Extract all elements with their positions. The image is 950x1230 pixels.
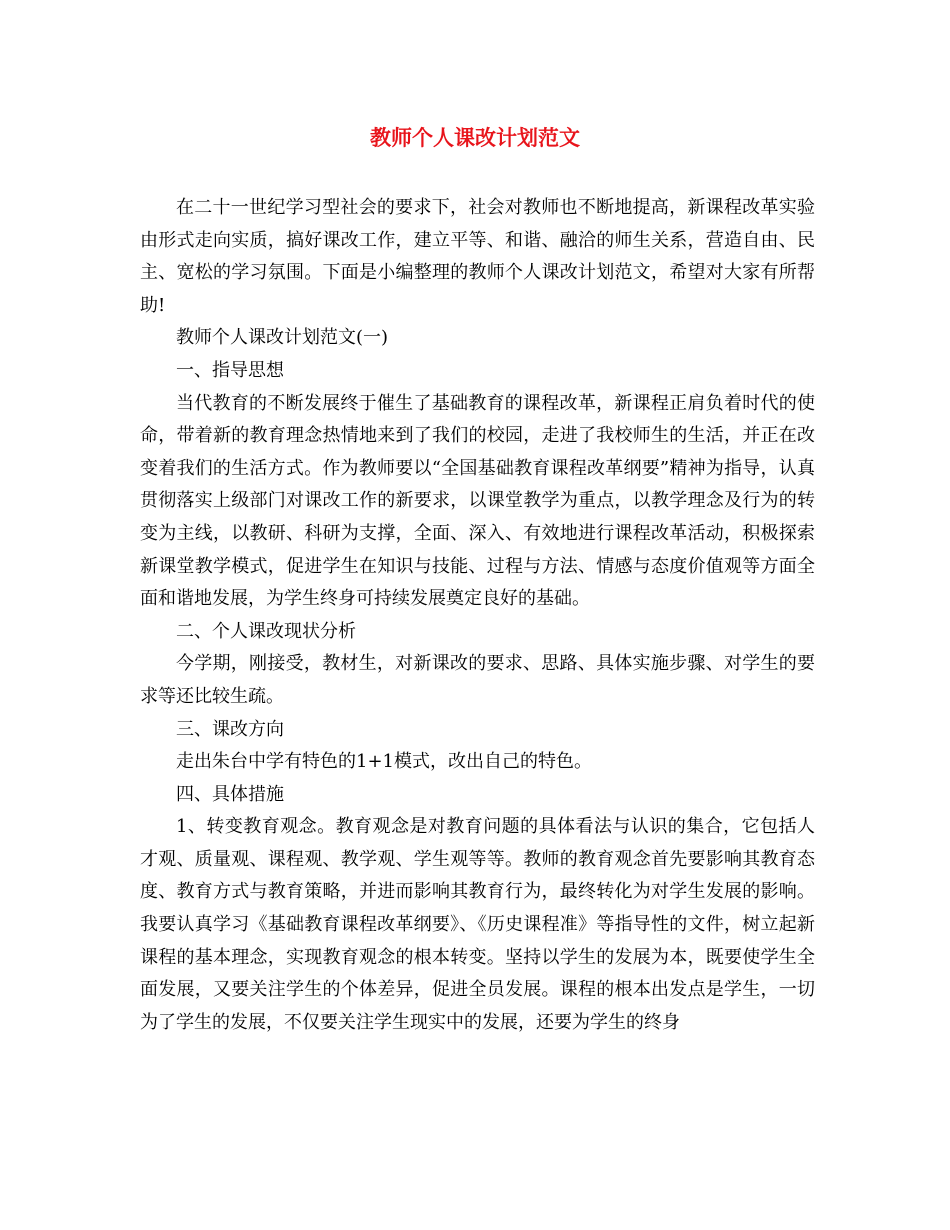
paragraph-status-analysis: 今学期，刚接受，教材生，对新课改的要求、思路、具体实施步骤、对学生的要求等还比较生疏。 [140, 653, 815, 707]
heading-guiding-ideology: 一、指导思想 [176, 359, 284, 381]
paragraph-measure-one: 1、转变教育观念。教育观念是对教育问题的具体看法与认识的集合，它包括人才观、质量观、课程观、教学观、学生观等等。教师的教育观念首先要影响其教育态度、教育方式与教育策略，并进而影响其教育行为，最终转化为对学生发展的影响。我要认真学习《基础教育课程改革纲要》、《历史课程准》等指导性的文件，树立起新课程的基本理念，实现教育观念的根本转变。坚持以学生的发展为本，既要使学生全面发展，又要关注学生的个体差异，促进全员发展。课程的根本出发点是学生，一切为了学生的发展，不仅要关注学生现实中的发展，还要为学生的终身 [140, 816, 815, 1033]
intro-paragraph: 在二十一世纪学习型社会的要求下，社会对教师也不断地提高，新课程改革实验由形式走向实质，搞好课改工作，建立平等、和谐、融洽的师生关系，营造自由、民主、宽松的学习氛围。下面是小编整理的教师个人课改计划范文，希望对大家有所帮助! [140, 197, 815, 316]
heading-specific-measures: 四、具体措施 [176, 783, 284, 805]
section-heading-sample-one: 教师个人课改计划范文(一) [176, 327, 389, 349]
heading-reform-direction: 三、课改方向 [176, 718, 284, 740]
paragraph-reform-direction: 走出朱台中学有特色的1+1模式，改出自己的特色。 [176, 751, 592, 773]
heading-status-analysis: 二、个人课改现状分析 [176, 620, 356, 642]
document-body [140, 192, 815, 1039]
document-title: 教师个人课改计划范文 [370, 125, 580, 150]
paragraph-guiding-ideology: 当代教育的不断发展终于催生了基础教育的课程改革，新课程正肩负着时代的使命，带着新的教育理念热情地来到了我们的校园，走进了我校师生的生活，并正在改变着我们的生活方式。作为教师要以“全国基础教育课程改革纲要”精神为指导，认真贯彻落实上级部门对课改工作的新要求，以课堂教学为重点，以教学理念及行为的转变为主线，以教研、科研为支撑，全面、深入、有效地进行课程改革活动，积极探索新课堂教学模式，促进学生在知识与技能、过程与方法、情感与态度价值观等方面全面和谐地发展，为学生终身可持续发展奠定良好的基础。 [140, 392, 815, 610]
